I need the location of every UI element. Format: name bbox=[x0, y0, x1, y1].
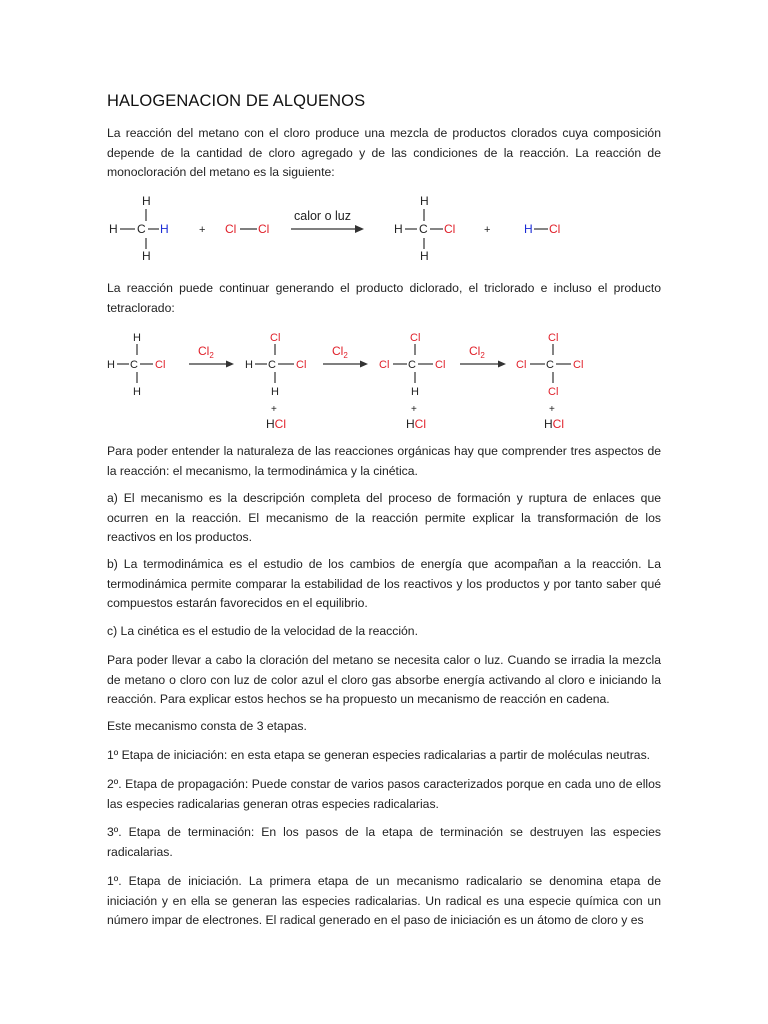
atom-cl: Cl bbox=[444, 222, 456, 236]
arrow-head bbox=[355, 225, 364, 233]
plus-sign: + bbox=[199, 224, 206, 236]
atom-h: H bbox=[394, 222, 403, 236]
reagent-cl2: $Cl_2$ bbox=[332, 344, 348, 360]
atom-cl: Cl bbox=[296, 359, 307, 371]
atom-h: H bbox=[160, 222, 169, 236]
atom-cl: Cl bbox=[573, 359, 584, 371]
atom-h: H bbox=[245, 359, 253, 371]
paragraph-thermodynamics: b) La termodinámica es el estudio de los cambios de energía que acompañan a la reacción. La termodinámica permite comparar la estabilidad de los reactivos y los productos y por tanto saber qué compuestos estarán favorecidos en el equilibrio. bbox=[107, 557, 661, 610]
atom-h: H bbox=[142, 194, 151, 208]
atom-h: H bbox=[107, 359, 115, 371]
atom-c: C bbox=[546, 359, 554, 371]
atom-cl: Cl bbox=[410, 332, 421, 344]
atom-cl: Cl bbox=[379, 359, 390, 371]
page-title: HALOGENACION DE ALQUENOS bbox=[107, 92, 366, 110]
atom-h: H bbox=[420, 249, 429, 263]
paragraph-chlorination: Para poder llevar a cabo la cloración del metano se necesita calor o luz. Cuando se irradia la mezcla de metano o cloro con luz de color azul el cloro gas absorbe energía activando al cloro e iniciando la reacción. Para explicar estos hechos se ha propuesto un mecanismo de reacción en cadena. bbox=[107, 653, 661, 706]
atom-cl: Cl bbox=[549, 222, 561, 236]
plus-sign: + bbox=[271, 404, 277, 415]
atom-cl: Cl bbox=[516, 359, 527, 371]
atom-c: C bbox=[408, 359, 416, 371]
atom-h: H bbox=[142, 249, 151, 263]
paragraph-intro: La reacción del metano con el cloro produce una mezcla de productos clorados cuya composición depende de la cantidad de cloro agregado y de las condiciones de la reacción. La reacción de monocloración del metano es la siguiente: bbox=[107, 126, 661, 179]
atom-c: C bbox=[268, 359, 276, 371]
atom-cl: Cl bbox=[435, 359, 446, 371]
atom-cl: Cl bbox=[548, 386, 559, 398]
atom-c: C bbox=[130, 359, 138, 371]
hcl-byproduct: HCl bbox=[544, 417, 565, 431]
paragraph-aspects: Para poder entender la naturaleza de las reacciones orgánicas hay que comprender tres aspectos de la reacción: el mecanismo, la termodinámica y la cinética. bbox=[107, 444, 661, 478]
atom-cl: Cl bbox=[225, 222, 237, 236]
paragraph-initiation: 1º. Etapa de iniciación. La primera etapa de un mecanismo radicalario se denomina etapa de iniciación y en ella se generan las especies radicalarias. Un radical es una especie química con un número impar de electrones. El radical generado en el paso de iniciación es un átomo de cloro y es bbox=[107, 874, 661, 927]
atom-h: H bbox=[271, 386, 279, 398]
arrow-head bbox=[226, 361, 234, 368]
arrow-head bbox=[498, 361, 506, 368]
paragraph-kinetics: c) La cinética es el estudio de la velocidad de la reacción. bbox=[107, 624, 418, 638]
arrow-label: calor o luz bbox=[294, 209, 351, 223]
paragraph-stage-3: 3º. Etapa de terminación: En los pasos de la etapa de terminación se destruyen las especies radicalarias. bbox=[107, 825, 661, 859]
plus-sign: + bbox=[484, 224, 491, 236]
atom-cl: Cl bbox=[155, 359, 166, 371]
atom-h: H bbox=[133, 386, 141, 398]
plus-sign: + bbox=[549, 404, 555, 415]
atom-h: H bbox=[133, 332, 141, 344]
atom-c: C bbox=[137, 222, 146, 236]
reagent-cl2: $Cl_2$ bbox=[469, 344, 485, 360]
arrow-head bbox=[360, 361, 368, 368]
plus-sign: + bbox=[411, 404, 417, 415]
paragraph-stage-2: 2º. Etapa de propagación: Puede constar de varios pasos caracterizados porque en cada uno de ellos las especies radicalarias generan otras especies radicalarias. bbox=[107, 777, 661, 811]
paragraph-mechanism: a) El mecanismo es la descripción completa del proceso de formación y ruptura de enlaces que ocurren en la reacción. El mecanismo de la reacción permite explicar la transformación de los reactivos en los productos. bbox=[107, 491, 661, 544]
paragraph-continuation: La reacción puede continuar generando el producto diclorado, el triclorado e incluso el producto tetraclorado: bbox=[107, 281, 661, 315]
monochlorination-scheme bbox=[100, 188, 580, 268]
atom-cl: Cl bbox=[270, 332, 281, 344]
atom-h: H bbox=[109, 222, 118, 236]
hcl-byproduct: HCl bbox=[266, 417, 287, 431]
atom-cl: Cl bbox=[258, 222, 270, 236]
atom-h: H bbox=[524, 222, 533, 236]
polychlorination-scheme bbox=[100, 324, 600, 436]
reagent-cl2: $Cl_2$ bbox=[198, 344, 214, 360]
atom-cl: Cl bbox=[548, 332, 559, 344]
atom-c: C bbox=[419, 222, 428, 236]
hcl-byproduct: HCl bbox=[406, 417, 427, 431]
paragraph-stages-intro: Este mecanismo consta de 3 etapas. bbox=[107, 719, 307, 733]
paragraph-stage-1: 1º Etapa de iniciación: en esta etapa se generan especies radicalarias a partir de moléculas neutras. bbox=[107, 748, 651, 762]
atom-h: H bbox=[420, 194, 429, 208]
atom-h: H bbox=[411, 386, 419, 398]
